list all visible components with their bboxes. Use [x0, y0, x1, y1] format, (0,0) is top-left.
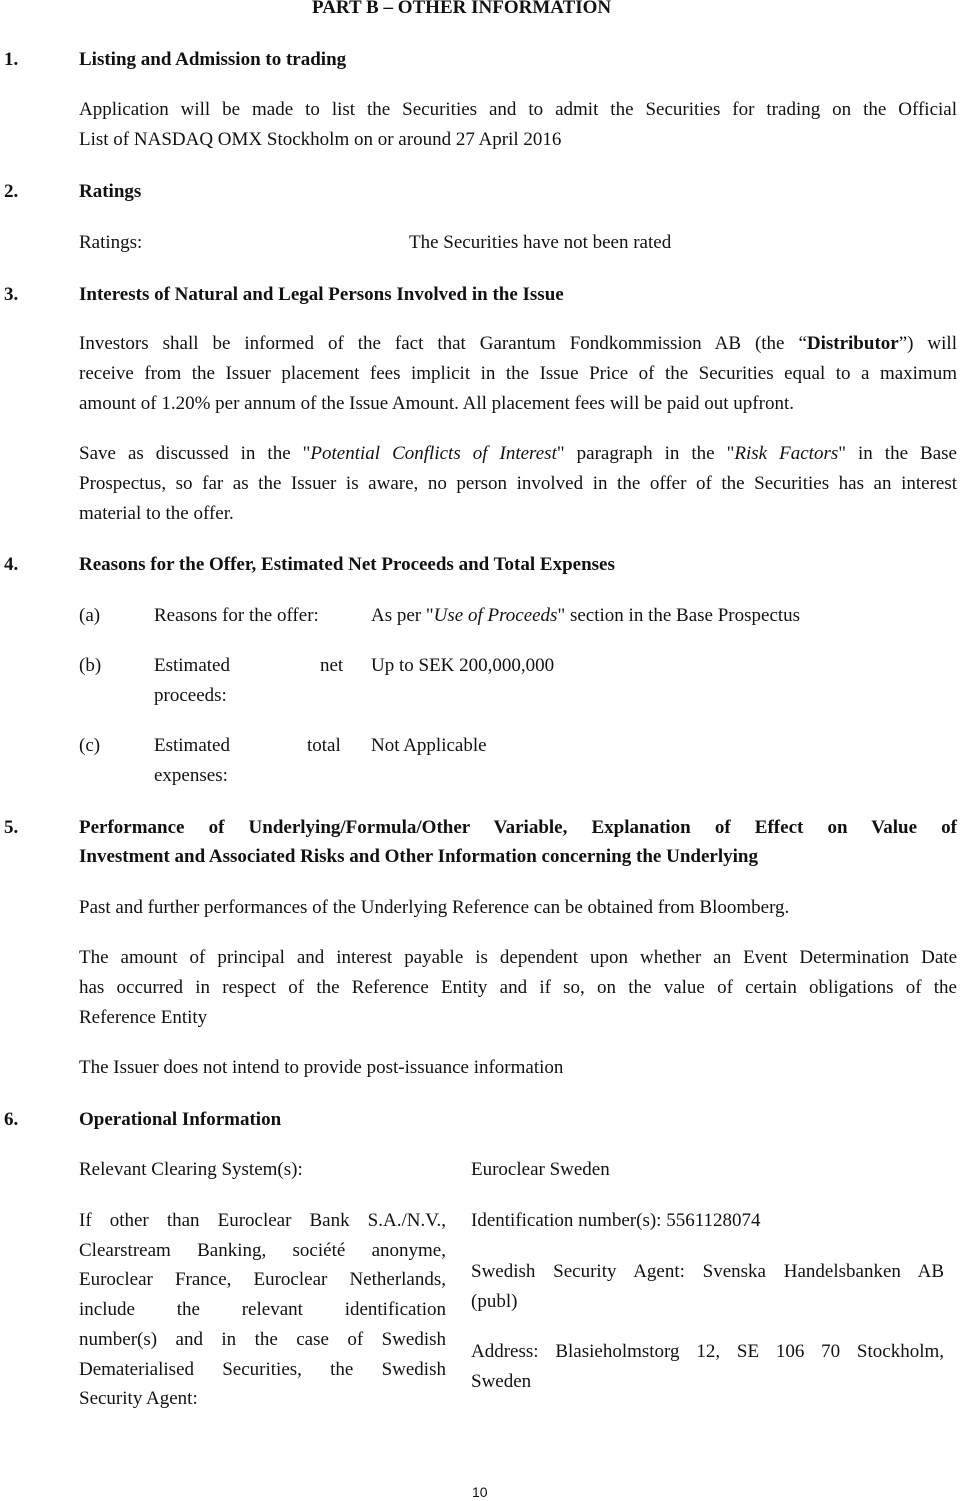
identification-number: Identification number(s): 5561128074 [471, 1210, 761, 1231]
other-label-line-4: include the relevant identification [79, 1299, 446, 1320]
security-agent-line-1: Swedish Security Agent: Svenska Handelsbanken AB [471, 1261, 944, 1282]
row-b-value: Up to SEK 200,000,000 [371, 655, 555, 676]
part-title: PART B – OTHER INFORMATION [312, 0, 612, 18]
section-3-para-2-line-3: material to the offer. [79, 503, 234, 524]
section-5-para-3: The Issuer does not intend to provide post-issuance information [79, 1057, 564, 1078]
section-5-para-2-line-1: The amount of principal and interest payable is dependent upon whether an Event Determination Date [79, 947, 957, 968]
section-5-title-line-2: Investment and Associated Risks and Other Information concerning the Underlying [79, 846, 758, 867]
section-3-para-2-line-2: Prospectus, so far as the Issuer is aware, no person involved in the offer of the Securities has an interest [79, 473, 957, 494]
row-c-value: Not Applicable [371, 735, 487, 756]
row-c-label-1: Estimated [154, 735, 230, 756]
section-5-title-line-1: Performance of Underlying/Formula/Other Variable, Explanation of Effect on Value of [79, 817, 957, 838]
section-1-line-1: Application will be made to list the Securities and to admit the Securities for trading on the Official [79, 99, 957, 120]
row-a-label: Reasons for the offer: [154, 605, 319, 626]
other-label-line-7: Security Agent: [79, 1388, 198, 1409]
address-line-1: Address: Blasieholmstorg 12, SE 106 70 Stockholm, [471, 1341, 944, 1362]
row-b-label-1: Estimated [154, 655, 230, 676]
section-2-title: Ratings [79, 181, 142, 202]
security-agent-line-2: (publ) [471, 1291, 518, 1312]
row-b-letter: (b) [79, 655, 102, 676]
section-4-number: 4. [4, 554, 19, 575]
ratings-value: The Securities have not been rated [409, 232, 672, 253]
section-2-number: 2. [4, 181, 19, 202]
section-3-para-2-line-1: Save as discussed in the "Potential Conflicts of Interest" paragraph in the "Risk Factors" in the Base [79, 443, 957, 464]
row-b-label-2: net [320, 655, 344, 676]
row-b-label-3: proceeds: [154, 685, 227, 706]
distributor-term: Distributor [806, 333, 899, 354]
other-label-line-6: Dematerialised Securities, the Swedish [79, 1359, 446, 1380]
row-c-letter: (c) [79, 735, 101, 756]
section-6-title: Operational Information [79, 1109, 282, 1130]
section-3-para-1-line-2: receive from the Issuer placement fees implicit in the Issue Price of the Securities equal to a maximum [79, 363, 957, 384]
section-5-para-2-line-2: has occurred in respect of the Reference Entity and if so, on the value of certain obligations of the [79, 977, 957, 998]
other-label-line-5: number(s) and in the case of Swedish [79, 1329, 446, 1350]
row-a-letter: (a) [79, 605, 101, 626]
other-label-line-1: If other than Euroclear Bank S.A./N.V., [79, 1210, 446, 1231]
section-1-title: Listing and Admission to trading [79, 49, 347, 70]
clearing-system-value: Euroclear Sweden [471, 1159, 610, 1180]
section-3-para-1-line-1: Investors shall be informed of the fact that Garantum Fondkommission AB (the “Distributor”) will [79, 333, 957, 354]
other-label-line-3: Euroclear France, Euroclear Netherlands, [79, 1269, 446, 1290]
address-line-2: Sweden [471, 1371, 532, 1392]
section-5-para-2-line-3: Reference Entity [79, 1007, 208, 1028]
row-c-label-3: expenses: [154, 765, 228, 786]
section-1-number: 1. [4, 49, 19, 70]
section-3-para-1-line-3: amount of 1.20% per annum of the Issue Amount. All placement fees will be paid out upfront. [79, 393, 794, 414]
page-number: 10 [472, 1484, 488, 1500]
section-5-para-1: Past and further performances of the Underlying Reference can be obtained from Bloomberg. [79, 897, 790, 918]
row-a-value: As per "Use of Proceeds" section in the Base Prospectus [371, 605, 801, 626]
section-6-number: 6. [4, 1109, 19, 1130]
section-4-title: Reasons for the Offer, Estimated Net Proceeds and Total Expenses [79, 554, 615, 575]
section-1-line-2: List of NASDAQ OMX Stockholm on or around 27 April 2016 [79, 129, 562, 150]
section-5-number: 5. [4, 817, 19, 838]
other-label-line-2: Clearstream Banking, société anonyme, [79, 1240, 446, 1261]
section-3-number: 3. [4, 284, 19, 305]
row-c-label-2: total [307, 735, 341, 756]
ratings-label: Ratings: [79, 232, 143, 253]
section-3-title: Interests of Natural and Legal Persons Involved in the Issue [79, 284, 564, 305]
clearing-system-label: Relevant Clearing System(s): [79, 1159, 303, 1180]
